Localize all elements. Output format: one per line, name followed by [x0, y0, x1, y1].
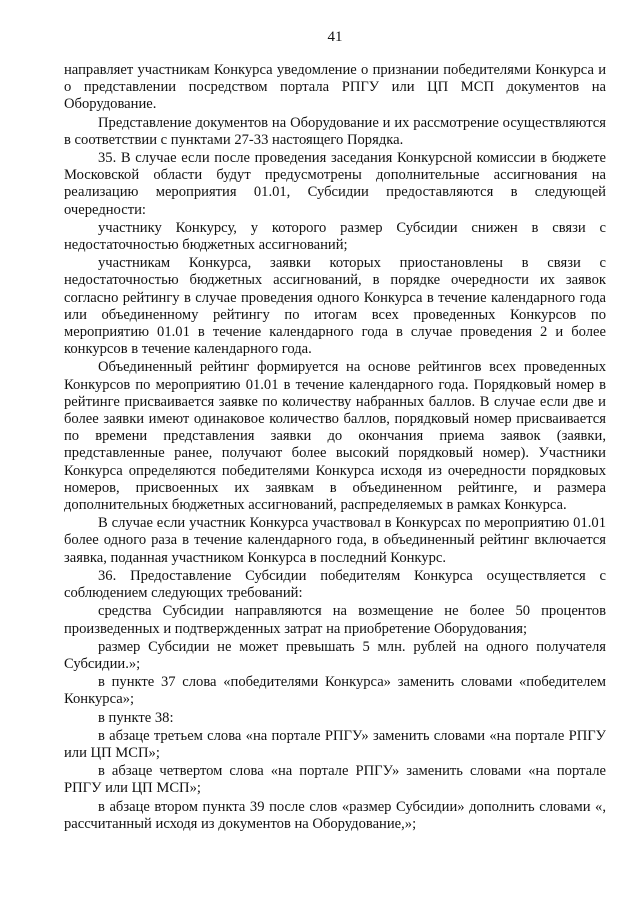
- paragraph-4: участнику Конкурсу, у которого размер Субсидии снижен в связи с недостаточностью бюджетных ассигнований;: [64, 219, 606, 254]
- paragraph-9: средства Субсидии направляются на возмещение не более 50 процентов произведенных и подтвержденных затрат на приобретение Оборудования;: [64, 603, 606, 637]
- paragraph-7: В случае если участник Конкурса участвовал в Конкурсах по мероприятию 01.01 более одного раза в течение календарного года, в объединенный рейтинг включается заявка, поданная участником Конкурса в последний Конкурс.: [64, 515, 606, 566]
- paragraph-10: размер Субсидии не может превышать 5 млн. рублей на одного получателя Субсидии.»;: [64, 638, 606, 672]
- page-number: 41: [327, 29, 343, 45]
- paragraph-11: в пункте 37 слова «победителями Конкурса» заменить словами «победителем Конкурса»;: [64, 674, 606, 708]
- paragraph-8: 36. Предоставление Субсидии победителям Конкурса осуществляется с соблюдением следующих требований:: [64, 567, 606, 602]
- paragraph-3: 35. В случае если после проведения заседания Конкурсной комиссии в бюджете Московской области будут предусмотрены дополнительные ассигнования на реализацию мероприятия 01.01, Субсидии предоставляются в следующей очередности:: [64, 150, 606, 218]
- paragraph-14: в абзаце четвертом слова «на портале РПГУ» заменить словами «на портале РПГУ или ЦП МСП»;: [64, 763, 606, 797]
- paragraph-1: направляет участникам Конкурса уведомление о признании победителями Конкурса и о представлении посредством портала РПГУ или ЦП МСП документов на Оборудование.: [64, 62, 606, 113]
- paragraph-13: в абзаце третьем слова «на портале РПГУ» заменить словами «на портале РПГУ или ЦП МСП»;: [64, 727, 606, 761]
- paragraph-12: в пункте 38:: [98, 709, 174, 726]
- paragraph-6: Объединенный рейтинг формируется на основе рейтингов всех проведенных Конкурсов по мероприятию 01.01 в течение календарного года. Порядковый номер в рейтинге присваивается заявке по количеству набранных баллов. В случае если две и более заявки имеют одинаковое количество баллов, порядковый номер присваивается по времени представления заявки до окончания приема заявок (заявки, представленные ранее, получают более высокий порядковый номер). Участники Конкурса определяются победителями Конкурса исходя из очередности порядковых номеров, присвоенных их заявкам в объединенном рейтинге, и размера дополнительных бюджетных ассигнований, распределяемых в рамках Конкурса.: [64, 359, 606, 514]
- paragraph-5: участникам Конкурса, заявки которых приостановлены в связи с недостаточностью бюджетных ассигнований, в порядке очередности их заявок согласно рейтингу в случае проведения одного Конкурса в течение календарного года или объединенному рейтингу по итогам всех проведенных Конкурсов по мероприятию 01.01 в течение календарного года в случае проведения 2 и более конкурсов в течение календарного года.: [64, 255, 606, 358]
- paragraph-15: в абзаце втором пункта 39 после слов «размер Субсидии» дополнить словами «, рассчитанный исходя из документов на Оборудование,»;: [64, 798, 606, 832]
- paragraph-2: Представление документов на Оборудование и их рассмотрение осуществляются в соответствии с пунктами 27-33 настоящего Порядка.: [64, 114, 606, 148]
- document-body: [64, 62, 606, 833]
